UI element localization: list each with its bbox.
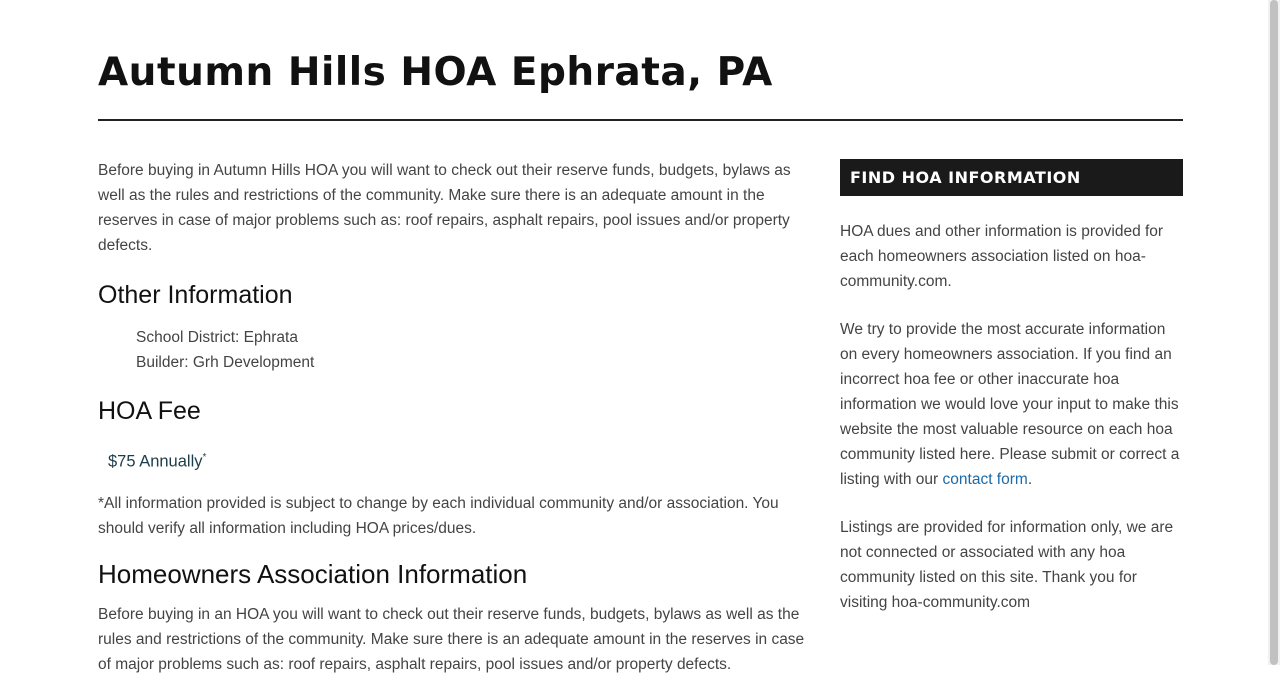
accuracy-text: We try to provide the most accurate information on every homeowners association. If you find an incorrect hoa fee or other inaccurate hoa information we would love your input to make this website the most valuable resource on each hoa community listed here. Please submit or correct a listing with our [840,321,1180,488]
page-title: Autumn Hills HOA Ephrata, PA [98,50,773,95]
other-information-heading: Other Information [98,281,293,309]
sidebar-disclaimer: Listings are provided for information only, we are not connected or associated with any hoa community listed on this site. Thank you for visiting hoa-community.com [840,519,1174,611]
builder-item: Builder: Grh Development [136,354,315,371]
intro-paragraph: Before buying in Autumn Hills HOA you will want to check out their reserve funds, budgets, bylaws as well as the rules and restrictions of the community. Make sure there is an adequate amount in the reserves in case of major problems such as: roof repairs, asphalt repairs, pool issues and/or property defects. [98,162,791,254]
fee-footnote-marker: * [202,452,207,463]
fee-amount: $75 Annually [108,452,203,471]
sidebar-accuracy-note [840,317,1183,492]
page-scrollbar[interactable] [1268,0,1280,665]
association-information-heading: Homeowners Association Information [98,558,528,589]
accuracy-end: . [1027,471,1033,488]
scrollbar-thumb[interactable] [1270,0,1278,665]
sidebar-header: FIND HOA INFORMATION [840,159,1183,196]
fee-disclaimer: *All information provided is subject to change by each individual community and/or association. You should verify all information including HOA prices/dues. [98,494,779,537]
other-information-list [136,325,814,375]
association-paragraph: Before buying in an HOA you will want to check out their reserve funds, budgets, bylaws as well as the rules and restrictions of the community. Make sure there is an adequate amount in the reserves in case of major problems such as: roof repairs, asphalt repairs, pool issues and/or property defects. [98,605,805,673]
contact-form-link[interactable]: contact form [942,471,1028,488]
hoa-fee-value [108,445,814,475]
hoa-fee-heading: HOA Fee [98,397,201,425]
main-content [98,158,814,677]
title-divider [98,119,1183,121]
school-district-item: School District: Ephrata [136,329,298,346]
sidebar-intro: HOA dues and other information is provided for each homeowners association listed on hoa-community.com. [840,223,1164,290]
sidebar [840,159,1183,615]
